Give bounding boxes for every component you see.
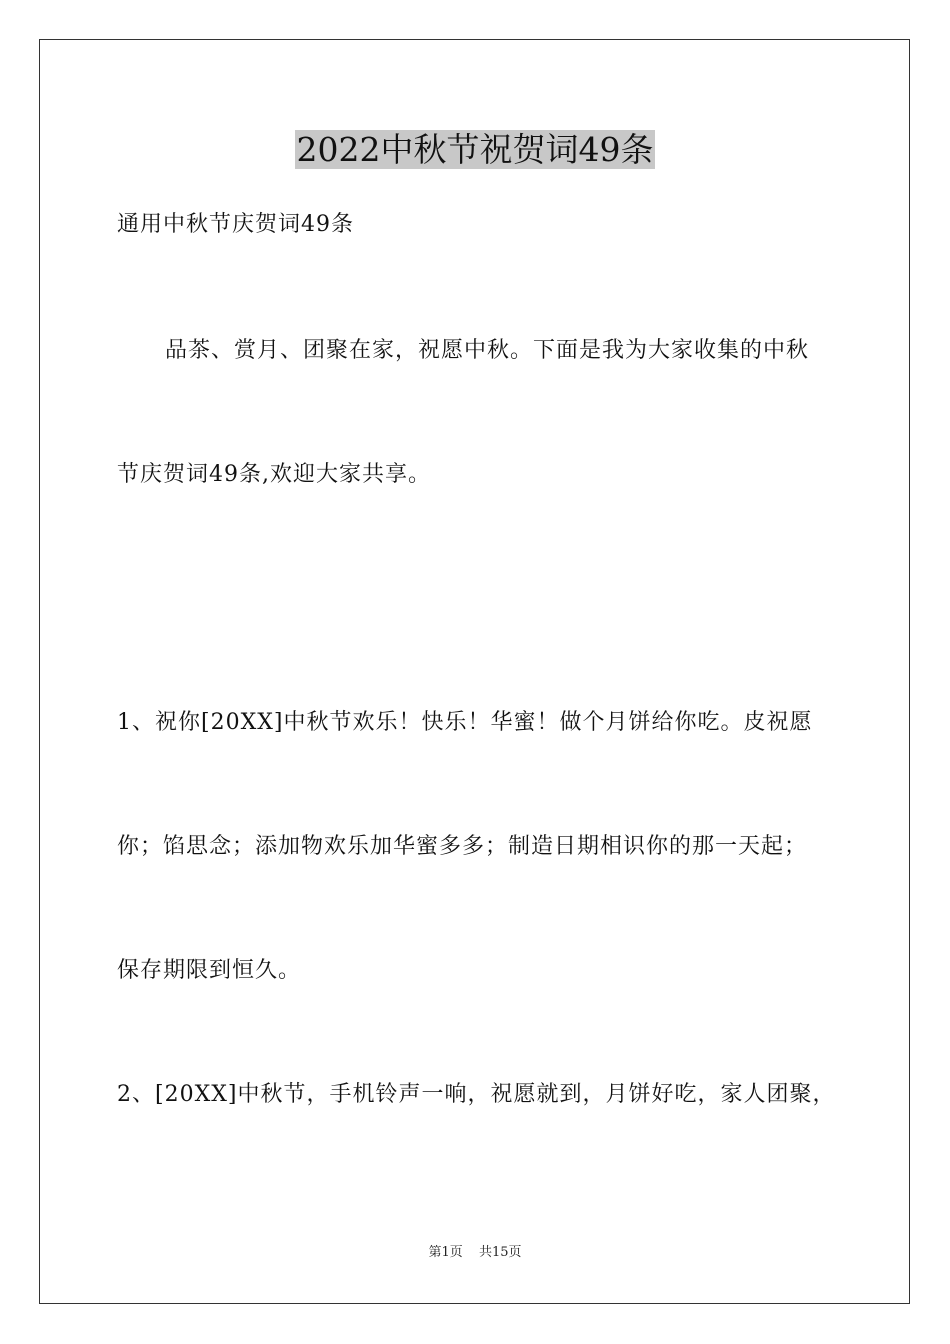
document-subtitle: 通用中秋节庆贺词49条: [117, 212, 354, 237]
page-footer: [0, 1244, 950, 1262]
paragraph-line: 品茶、赏月、团聚在家，祝愿中秋。下面是我为大家收集的中秋: [165, 338, 810, 363]
paragraph-line: 1、祝你[20XX]中秋节欢乐！快乐！华蜜！做个月饼给你吃。皮祝愿: [117, 710, 813, 735]
page-number: 第1页: [428, 1245, 463, 1260]
title-text: 2022中秋节祝贺词49条: [296, 130, 654, 169]
paragraph-line: 节庆贺词49条,欢迎大家共享。: [117, 462, 431, 487]
paragraph-line: 保存期限到恒久。: [117, 958, 302, 983]
paragraph-line: 2、[20XX]中秋节，手机铃声一响，祝愿就到，月饼好吃，家人团聚，: [117, 1082, 836, 1107]
page-total: 共15页: [478, 1245, 522, 1260]
paragraph-line: 你；馅思念；添加物欢乐加华蜜多多；制造日期相识你的那一天起；: [117, 834, 808, 859]
document-title: [0, 127, 950, 173]
